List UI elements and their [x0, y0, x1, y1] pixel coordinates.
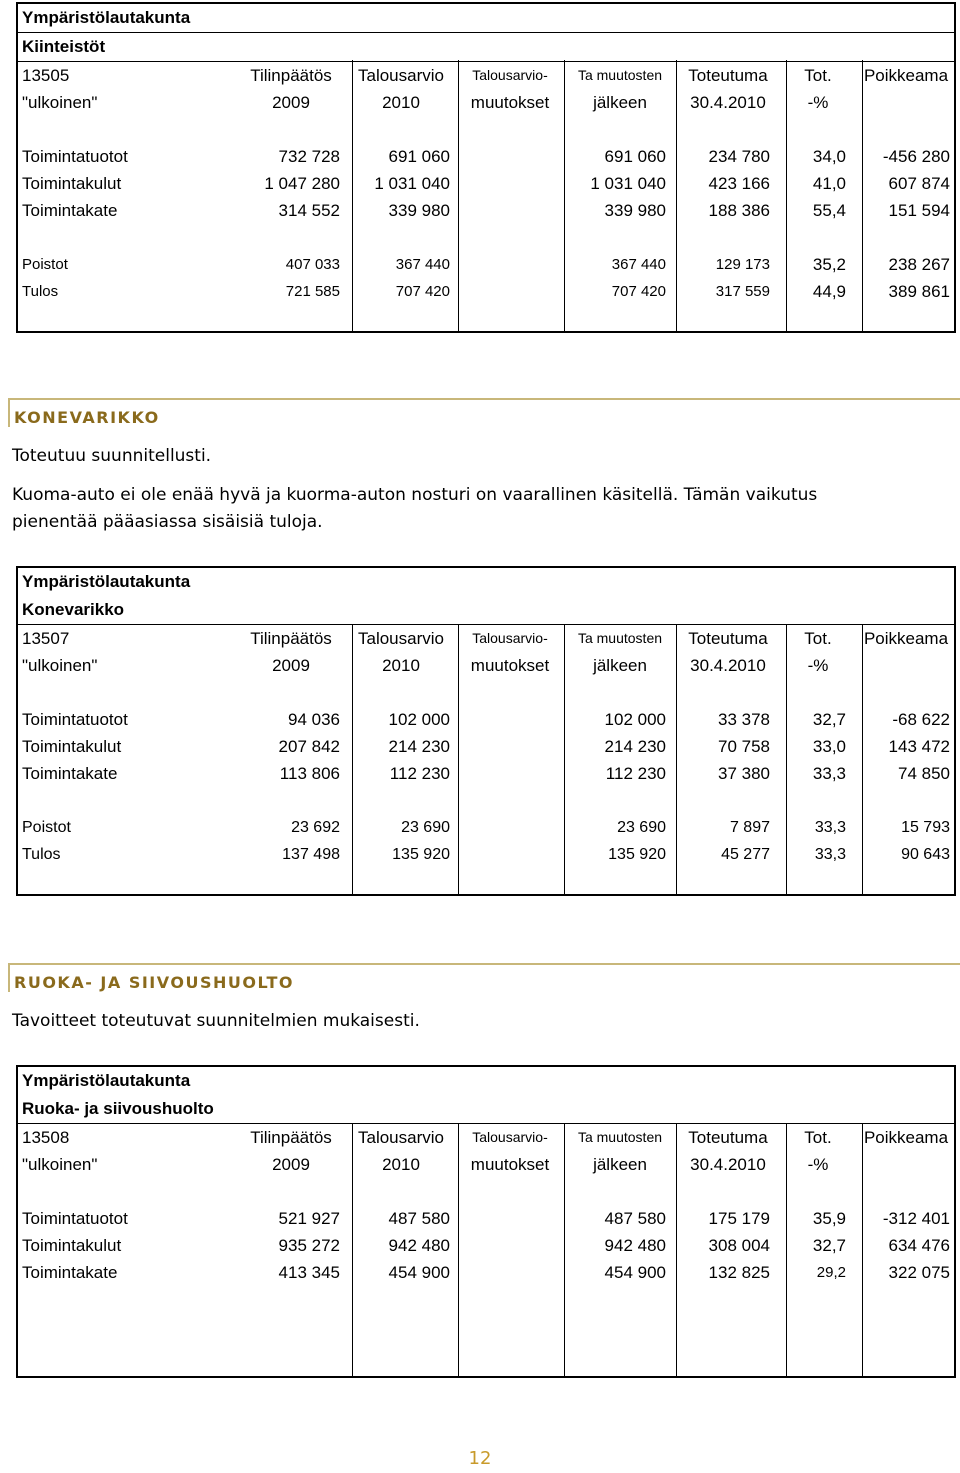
- cell: 175 179: [708, 1209, 770, 1228]
- col-header: Tilinpäätös: [250, 629, 332, 648]
- cell: 113 806: [279, 764, 340, 783]
- cell: 487 580: [388, 1209, 450, 1228]
- cell: 317 559: [715, 283, 770, 300]
- cell: 102 000: [604, 710, 666, 729]
- cell: 23 690: [401, 819, 450, 836]
- cell: 214 230: [388, 737, 450, 756]
- table-subtitle: Konevarikko: [18, 596, 954, 625]
- header-row-bottom: [18, 89, 954, 116]
- cell: 7 897: [729, 819, 770, 836]
- col-header: Tilinpäätös: [250, 66, 332, 85]
- cell: 35,9: [812, 1209, 846, 1228]
- cell: 15 793: [901, 819, 950, 836]
- cost-center-code: 13507: [22, 629, 70, 648]
- table-row: [18, 706, 954, 733]
- col-header: Tot.: [804, 66, 832, 85]
- col-header: jälkeen: [593, 656, 647, 675]
- cell: 1 031 040: [374, 174, 450, 193]
- cost-center-code: 13505: [22, 66, 70, 85]
- cell: 721 585: [285, 283, 340, 300]
- col-header: muutokset: [470, 1155, 550, 1174]
- cell: 322 075: [888, 1263, 950, 1282]
- type-label: "ulkoinen": [22, 93, 98, 112]
- cell: 90 643: [901, 846, 950, 863]
- table-row: [18, 251, 954, 278]
- table-title: Ympäristölautakunta: [22, 1071, 191, 1090]
- cell: 23 690: [617, 819, 666, 836]
- table-row: [18, 1205, 954, 1232]
- col-header: Tot.: [804, 629, 832, 648]
- cell: 308 004: [708, 1236, 770, 1255]
- cell: 691 060: [388, 147, 450, 166]
- cell: 29,2: [816, 1264, 846, 1281]
- table-row: [18, 841, 954, 868]
- col-header: Tilinpäätös: [250, 1128, 332, 1147]
- cell: 691 060: [604, 147, 666, 166]
- cell: 413 345: [278, 1263, 340, 1282]
- cell: 521 927: [278, 1209, 340, 1228]
- cell: 238 267: [888, 255, 950, 274]
- col-header: muutokset: [470, 93, 550, 112]
- col-header: muutokset: [470, 656, 550, 675]
- row-label: Toimintakate: [22, 1263, 118, 1282]
- col-header: Toteutuma: [688, 1128, 768, 1147]
- cell: 732 728: [278, 147, 340, 166]
- row-label: Toimintakate: [22, 201, 118, 220]
- cell: 32,7: [812, 1236, 846, 1255]
- budget-table-kiinteistot: [16, 2, 956, 333]
- cell: 132 825: [708, 1263, 770, 1282]
- cell: 135 920: [608, 846, 666, 863]
- col-header: Tot.: [804, 1128, 832, 1147]
- cell: 32,7: [812, 710, 846, 729]
- cell: 339 980: [604, 201, 666, 220]
- table-row: [18, 814, 954, 841]
- col-header: Ta muutosten: [577, 1129, 663, 1145]
- cell: 74 850: [898, 764, 950, 783]
- section-heading-ruoka-ja-siivoushuolto: RUOKA- JA SIIVOUSHUOLTO: [8, 963, 960, 992]
- cell: 214 230: [604, 737, 666, 756]
- row-label: Toimintatuotot: [22, 710, 128, 729]
- col-header: Ta muutosten: [577, 67, 663, 83]
- cell: 112 230: [389, 764, 450, 783]
- cell: 707 420: [395, 283, 450, 300]
- row-label: Tulos: [22, 846, 61, 863]
- cell: 33,3: [814, 846, 846, 863]
- col-header: -%: [807, 93, 829, 112]
- col-header: Talousarvio-: [472, 67, 548, 83]
- table-row: [18, 197, 954, 224]
- row-label: Poistot: [22, 256, 68, 273]
- cell: 35,2: [812, 255, 846, 274]
- cell: 1 031 040: [590, 174, 666, 193]
- budget-table-konevarikko: [16, 566, 956, 896]
- row-label: Toimintakulut: [22, 1236, 122, 1255]
- cell: 102 000: [388, 710, 450, 729]
- cell: 188 386: [708, 201, 770, 220]
- table-title: Ympäristölautakunta: [22, 572, 191, 591]
- col-header: 30.4.2010: [690, 93, 766, 112]
- cell: 33,3: [812, 764, 846, 783]
- table-row: [18, 143, 954, 170]
- table-subtitle: Ruoka- ja siivoushuolto: [18, 1095, 954, 1124]
- col-header: Toteutuma: [688, 66, 768, 85]
- page-number: 12: [468, 1448, 492, 1469]
- cell: 143 472: [888, 737, 950, 756]
- header-row-top: [18, 625, 954, 652]
- row-label: Toimintakulut: [22, 737, 122, 756]
- cell: 33 378: [718, 710, 770, 729]
- budget-table-ruoka-ja-siivoushuolto: [16, 1065, 956, 1378]
- cell: 942 480: [388, 1236, 450, 1255]
- cell: 70 758: [718, 737, 770, 756]
- table-row: [18, 733, 954, 760]
- col-header: 2009: [272, 93, 310, 112]
- section-text: Toteutuu suunnitellusti.: [12, 446, 212, 466]
- cell: 94 036: [288, 710, 340, 729]
- cell: 454 900: [388, 1263, 450, 1282]
- table-row: [18, 760, 954, 787]
- table-title: Ympäristölautakunta: [18, 4, 954, 33]
- cell: -312 401: [882, 1209, 950, 1228]
- col-header: 2010: [382, 93, 420, 112]
- row-label: Toimintakate: [22, 764, 118, 783]
- header-row-top: [18, 62, 954, 89]
- cell: 234 780: [708, 147, 770, 166]
- col-header: 30.4.2010: [690, 656, 766, 675]
- cell: 33,0: [812, 737, 846, 756]
- cell: 314 552: [278, 201, 340, 220]
- col-header: Talousarvio: [358, 629, 444, 648]
- section-text: pienentää pääasiassa sisäisiä tuloja.: [12, 512, 323, 532]
- cell: -68 622: [892, 710, 950, 729]
- cell: 129 173: [715, 256, 770, 273]
- cell: 55,4: [812, 201, 846, 220]
- col-header: Poikkeama: [863, 629, 949, 648]
- cell: 707 420: [611, 283, 666, 300]
- row-label: Tulos: [22, 283, 59, 300]
- cell: 135 920: [392, 846, 450, 863]
- cell: 607 874: [888, 174, 950, 193]
- cell: 44,9: [812, 282, 846, 301]
- col-header: jälkeen: [593, 93, 647, 112]
- row-label: Toimintatuotot: [22, 147, 128, 166]
- col-header: -%: [807, 1155, 829, 1174]
- cell: 151 594: [888, 201, 950, 220]
- col-header: Poikkeama: [863, 1128, 949, 1147]
- col-header: jälkeen: [593, 1155, 647, 1174]
- table-subtitle: Kiinteistöt: [18, 33, 954, 62]
- cell: 339 980: [388, 201, 450, 220]
- row-label: Toimintakulut: [22, 174, 122, 193]
- cell: 423 166: [708, 174, 770, 193]
- col-header: Talousarvio: [358, 66, 444, 85]
- col-header: Toteutuma: [688, 629, 768, 648]
- header-row-bottom: [18, 652, 954, 679]
- cell: 407 033: [285, 256, 340, 273]
- cell: 634 476: [888, 1236, 950, 1255]
- col-header: -%: [807, 656, 829, 675]
- cost-center-code: 13508: [22, 1128, 70, 1147]
- table-row: [18, 1232, 954, 1259]
- type-label: "ulkoinen": [22, 1155, 98, 1174]
- cell: 367 440: [395, 256, 450, 273]
- col-header: 2009: [272, 1155, 310, 1174]
- col-header: 2009: [272, 656, 310, 675]
- cell: 207 842: [278, 737, 340, 756]
- col-header: 2010: [382, 656, 420, 675]
- cell: 389 861: [888, 282, 950, 301]
- cell: 41,0: [812, 174, 846, 193]
- table-row: [18, 278, 954, 305]
- cell: 37 380: [718, 764, 770, 783]
- cell: 112 230: [605, 764, 666, 783]
- col-header: 30.4.2010: [690, 1155, 766, 1174]
- cell: 367 440: [611, 256, 666, 273]
- cell: 23 692: [291, 819, 340, 836]
- type-label: "ulkoinen": [22, 656, 98, 675]
- table-row: [18, 1259, 954, 1286]
- cell: 45 277: [721, 846, 770, 863]
- col-header: 2010: [382, 1155, 420, 1174]
- section-text: Tavoitteet toteutuvat suunnitelmien mukaisesti.: [12, 1011, 420, 1031]
- cell: 33,3: [814, 819, 846, 836]
- section-text: Kuoma-auto ei ole enää hyvä ja kuorma-auton nosturi on vaarallinen käsitellä. Tämän vaikutus: [12, 485, 818, 505]
- header-row-bottom: [18, 1151, 954, 1178]
- col-header: Talousarvio-: [472, 630, 548, 646]
- cell: 942 480: [604, 1236, 666, 1255]
- col-header: Ta muutosten: [577, 630, 663, 646]
- cell: 137 498: [282, 846, 340, 863]
- section-heading-konevarikko: KONEVARIKKO: [8, 398, 960, 427]
- cell: 454 900: [604, 1263, 666, 1282]
- cell: 487 580: [604, 1209, 666, 1228]
- header-row-top: [18, 1124, 954, 1151]
- cell: 34,0: [812, 147, 846, 166]
- cell: 935 272: [278, 1236, 340, 1255]
- cell: 1 047 280: [264, 174, 340, 193]
- col-header: Talousarvio-: [472, 1129, 548, 1145]
- row-label: Toimintatuotot: [22, 1209, 128, 1228]
- col-header: Poikkeama: [863, 66, 949, 85]
- row-label: Poistot: [22, 819, 71, 836]
- col-header: Talousarvio: [358, 1128, 444, 1147]
- table-row: [18, 170, 954, 197]
- cell: -456 280: [882, 147, 950, 166]
